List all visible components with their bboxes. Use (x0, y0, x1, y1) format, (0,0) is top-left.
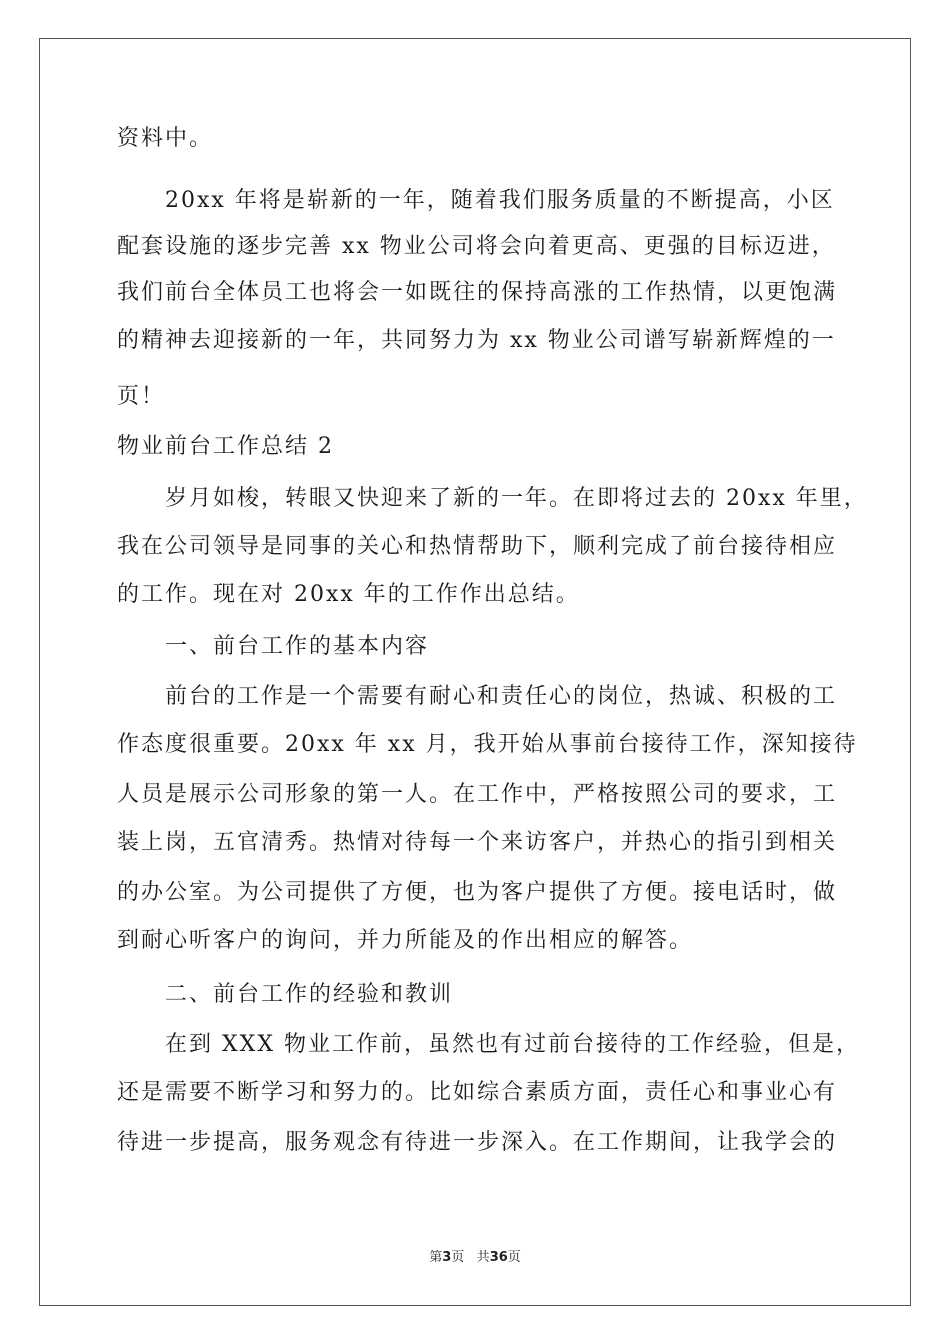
text-line: 我在公司领导是同事的关心和热情帮助下，顺利完成了前台接待相应 (117, 534, 838, 559)
footer-page-prefix: 第 (429, 1250, 443, 1265)
text-line: 资料中。 (117, 126, 214, 151)
text-line: 还是需要不断学习和努力的。比如综合素质方面，责任心和事业心有 (117, 1080, 838, 1105)
text-line: 装上岗，五官清秀。热情对待每一个来访客户，并热心的指引到相关 (117, 830, 838, 855)
section-title: 物业前台工作总结 2 (117, 434, 334, 459)
text-line: 在到 XXX 物业工作前，虽然也有过前台接待的工作经验，但是， (165, 1032, 860, 1057)
text-line: 配套设施的逐步完善 xx 物业公司将会向着更高、更强的目标迈进， (117, 234, 836, 259)
text-line: 作态度很重要。20xx 年 xx 月，我开始从事前台接待工作，深知接待 (117, 732, 858, 757)
text-line: 20xx 年将是崭新的一年，随着我们服务质量的不断提高，小区 (165, 188, 835, 213)
page-border (39, 38, 911, 1306)
text-line: 的精神去迎接新的一年，共同努力为 xx 物业公司谱写崭新辉煌的一 (117, 328, 836, 353)
text-line: 待进一步提高，服务观念有待进一步深入。在工作期间，让我学会的 (117, 1130, 838, 1155)
footer-page-number: 3 (442, 1250, 452, 1265)
subheading: 一、前台工作的基本内容 (165, 634, 430, 659)
text-line: 的工作。现在对 20xx 年的工作作出总结。 (117, 582, 580, 607)
footer-total-suffix: 页 (507, 1250, 521, 1265)
text-line: 到耐心听客户的询问，并力所能及的作出相应的解答。 (117, 928, 694, 953)
text-line: 人员是展示公司形象的第一人。在工作中，严格按照公司的要求，工 (117, 782, 838, 807)
footer-total-prefix: 共 (476, 1250, 490, 1265)
page-footer (0, 1246, 950, 1265)
footer-page-suffix: 页 (451, 1250, 465, 1265)
text-line: 前台的工作是一个需要有耐心和责任心的岗位，热诚、积极的工 (165, 684, 838, 709)
text-line: 岁月如梭，转眼又快迎来了新的一年。在即将过去的 20xx 年里， (165, 486, 868, 511)
footer-total-pages: 36 (489, 1250, 508, 1265)
text-line: 我们前台全体员工也将会一如既往的保持高涨的工作热情，以更饱满 (117, 280, 838, 305)
subheading: 二、前台工作的经验和教训 (165, 982, 454, 1007)
text-line: 页！ (117, 384, 166, 409)
text-line: 的办公室。为公司提供了方便，也为客户提供了方便。接电话时，做 (117, 880, 838, 905)
